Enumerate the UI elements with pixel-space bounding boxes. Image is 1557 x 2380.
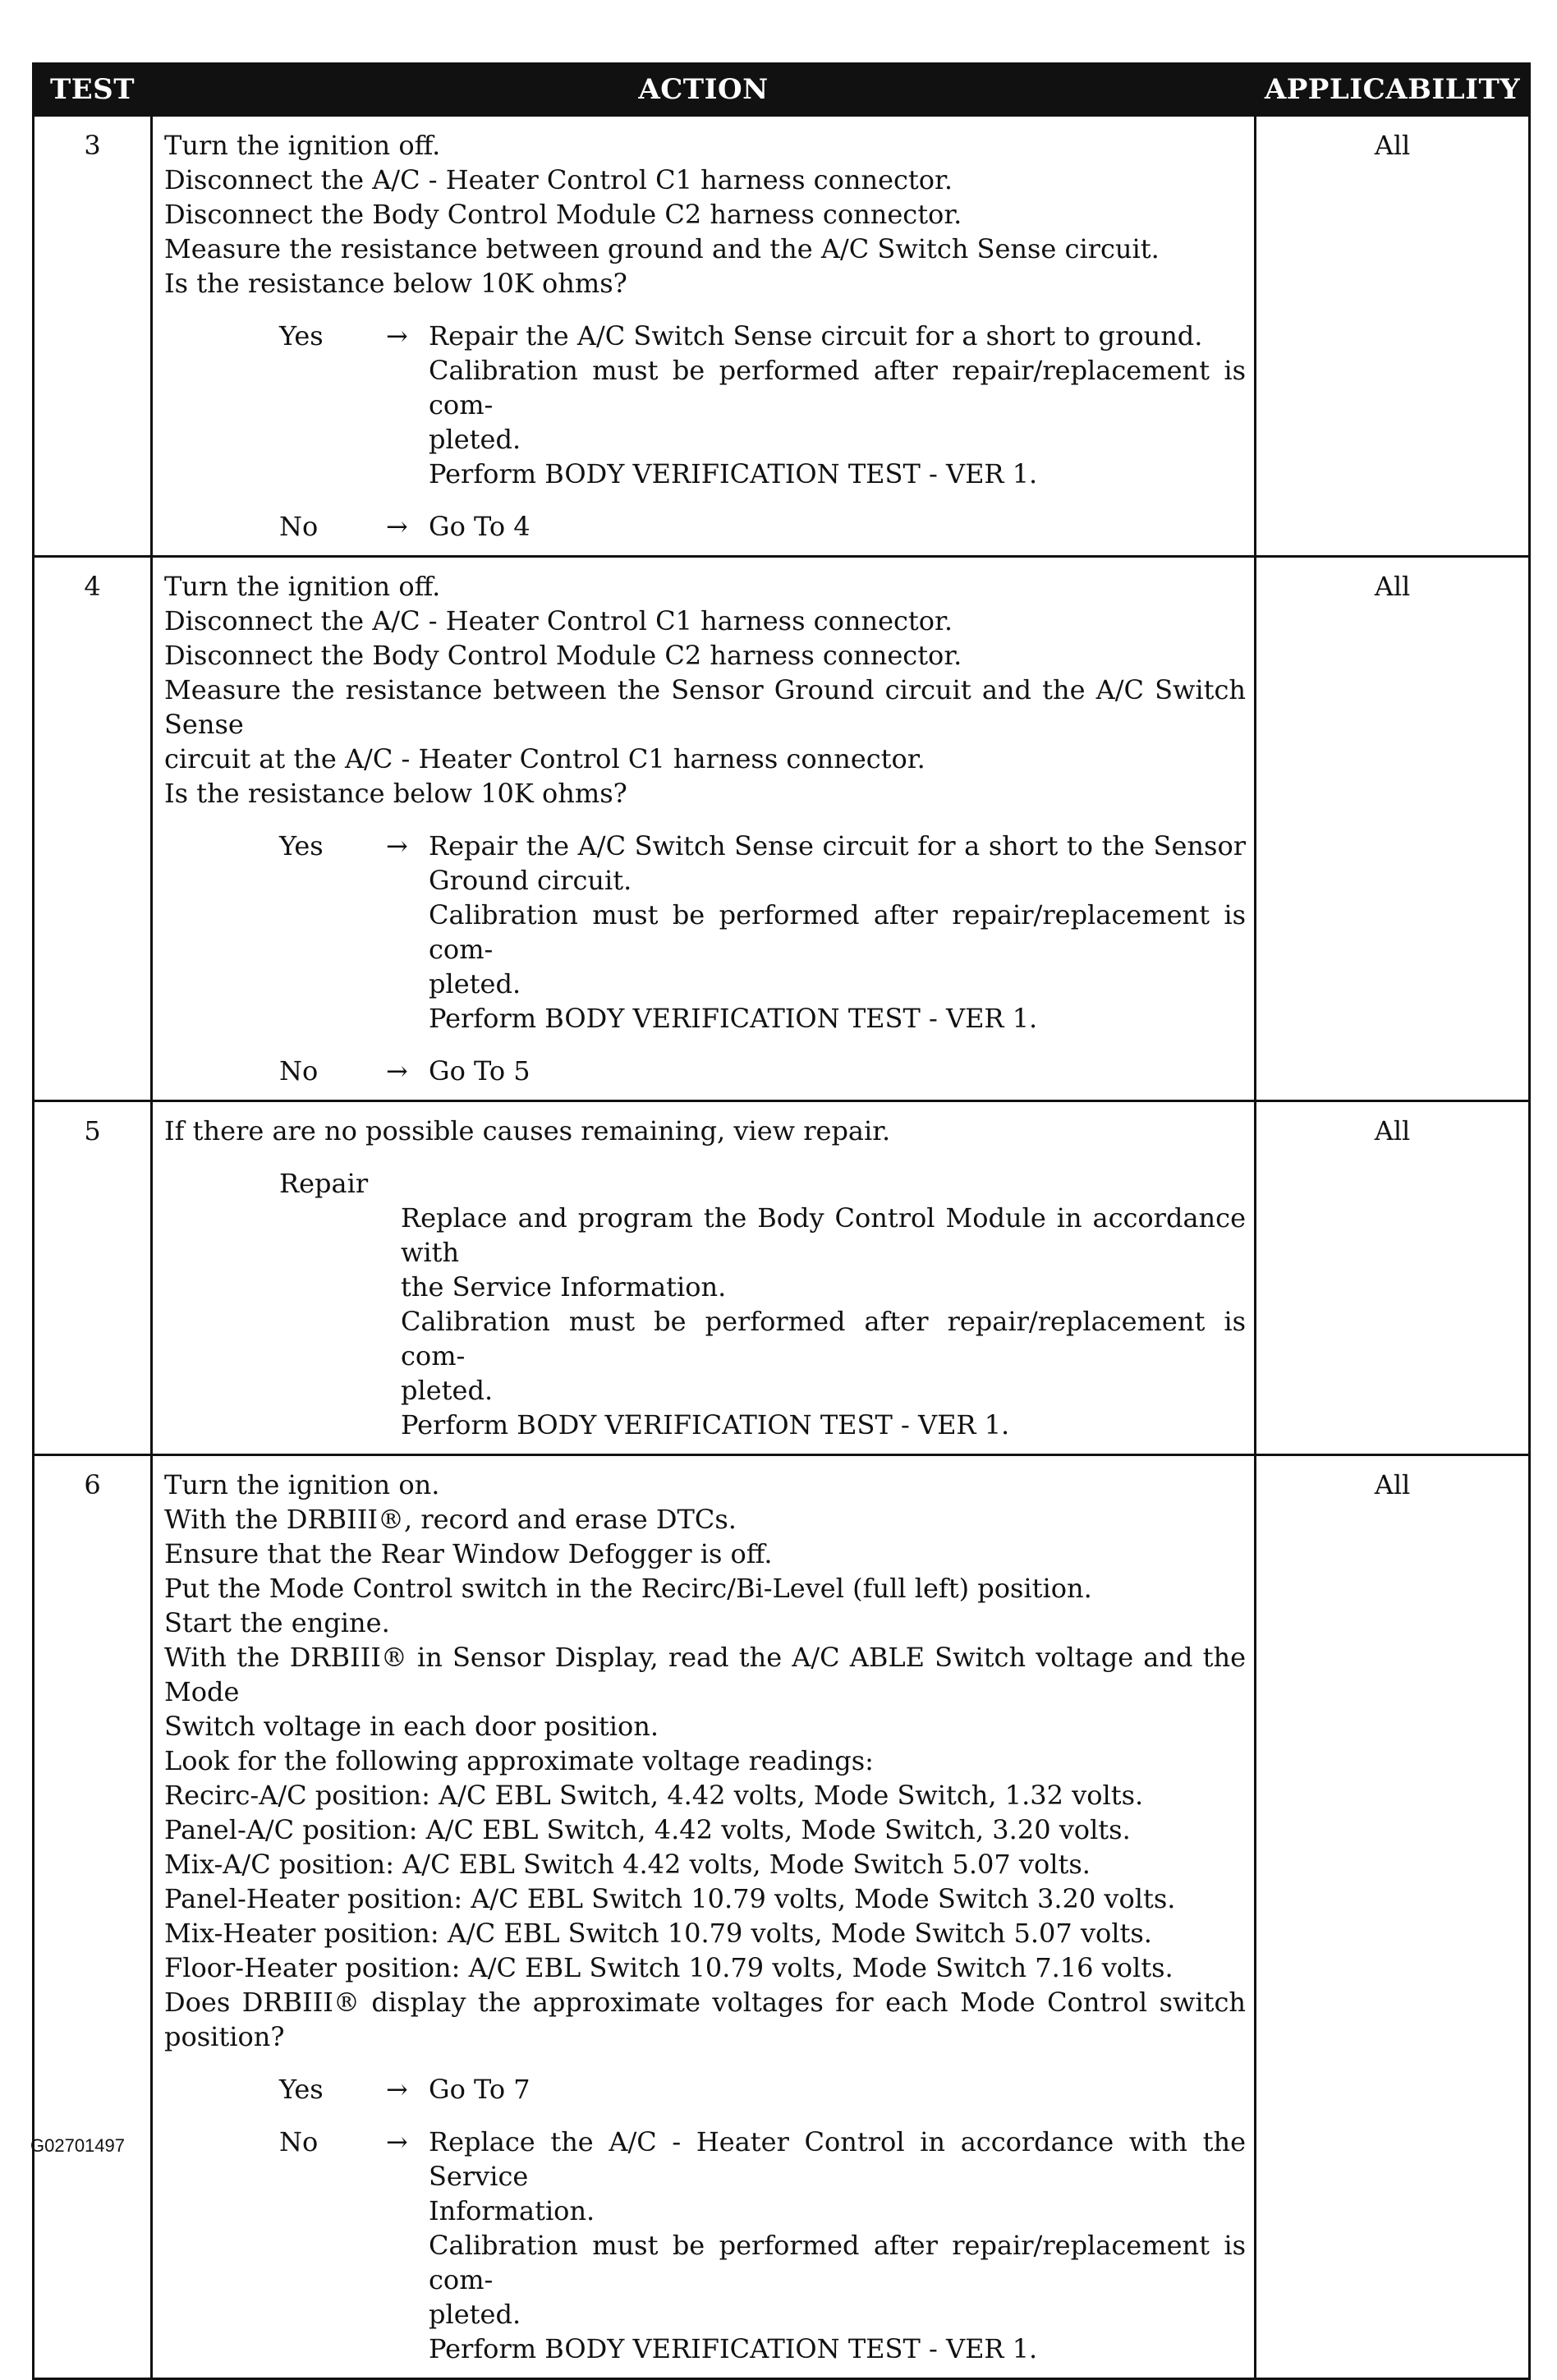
- repair-line: Replace and program the Body Control Module in accordance with: [401, 1202, 1246, 1268]
- result-line: Perform BODY VERIFICATION TEST - VER 1.: [429, 2333, 1038, 2364]
- action-line: Mix-Heater position: A/C EBL Switch 10.79 volts, Mode Switch 5.07 volts.: [164, 1918, 1152, 1949]
- repair-instructions: [164, 1201, 1246, 1442]
- action-line: With the DRBIII® in Sensor Display, read the A/C ABLE Switch voltage and the Mode: [164, 1642, 1246, 1707]
- action-line: Switch voltage in each door position.: [164, 1711, 659, 1742]
- action-line: Does DRBIII® display the approximate voltages for each Mode Control switch: [164, 1987, 1246, 2018]
- action-line: Floor-Heater position: A/C EBL Switch 10.79 volts, Mode Switch 7.16 volts.: [164, 1952, 1173, 1983]
- table-row: [34, 116, 1530, 557]
- result-line: Perform BODY VERIFICATION TEST - VER 1.: [429, 458, 1038, 489]
- right-arrow-icon: →: [386, 1055, 408, 1087]
- action-line: Disconnect the Body Control Module C2 harness connector.: [164, 640, 962, 671]
- repair-line: Perform BODY VERIFICATION TEST - VER 1.: [401, 1409, 1010, 1440]
- yes-response: [164, 2072, 1246, 2107]
- table-row: [34, 1455, 1530, 2379]
- result-line: Replace the A/C - Heater Control in accordance with the Service: [429, 2126, 1246, 2192]
- result-line: pleted.: [429, 968, 521, 999]
- result-line: Calibration must be performed after repair/replacement is com-: [429, 2230, 1246, 2295]
- result-line: Calibration must be performed after repair/replacement is com-: [429, 355, 1246, 420]
- diagnostic-test-table: [32, 62, 1531, 2380]
- no-label: No: [279, 1055, 319, 1087]
- right-arrow-icon: →: [386, 2126, 408, 2157]
- yes-label: Yes: [279, 830, 324, 861]
- result-line: pleted.: [429, 2299, 521, 2330]
- yes-result: [429, 2072, 1246, 2107]
- test-number: 3: [34, 116, 152, 557]
- action-line: Disconnect the A/C - Heater Control C1 harness connector.: [164, 605, 953, 636]
- applicability-value: All: [1256, 557, 1530, 1101]
- header-applicability: APPLICABILITY: [1256, 64, 1530, 116]
- header-action: ACTION: [152, 64, 1256, 116]
- repair-line: pleted.: [401, 1375, 494, 1406]
- action-line: circuit at the A/C - Heater Control C1 harness connector.: [164, 743, 925, 774]
- action-line: Measure the resistance between the Sensor Ground circuit and the A/C Switch Sense: [164, 674, 1246, 740]
- test-number: 5: [34, 1101, 152, 1455]
- no-result: [429, 509, 1246, 544]
- yes-label: Yes: [279, 320, 324, 351]
- action-line: With the DRBIII®, record and erase DTCs.: [164, 1504, 737, 1535]
- right-arrow-icon: →: [386, 830, 408, 861]
- no-result: [429, 2125, 1246, 2366]
- action-line: Ensure that the Rear Window Defogger is off.: [164, 1538, 773, 1569]
- no-result: [429, 1054, 1246, 1088]
- action-line: Is the resistance below 10K ohms?: [164, 268, 627, 299]
- action-line: If there are no possible causes remaining, view repair.: [164, 1115, 891, 1146]
- result-line: Information.: [429, 2195, 595, 2226]
- action-line: Recirc-A/C position: A/C EBL Switch, 4.42 volts, Mode Switch, 1.32 volts.: [164, 1780, 1144, 1811]
- action-line: Panel-A/C position: A/C EBL Switch, 4.42 volts, Mode Switch, 3.20 volts.: [164, 1814, 1131, 1845]
- applicability-value: All: [1256, 116, 1530, 557]
- no-response: [164, 1054, 1246, 1088]
- goto-text: Go To 7: [429, 2074, 530, 2105]
- action-line: Put the Mode Control switch in the Recirc/Bi-Level (full left) position.: [164, 1573, 1092, 1604]
- applicability-value: All: [1256, 1101, 1530, 1455]
- action-cell: [152, 557, 1256, 1101]
- action-line: Start the engine.: [164, 1607, 390, 1638]
- action-cell: [152, 1101, 1256, 1455]
- action-line: Is the resistance below 10K ohms?: [164, 778, 627, 809]
- no-label: No: [279, 2126, 319, 2157]
- action-line: Turn the ignition off.: [164, 130, 441, 161]
- result-line: Calibration must be performed after repair/replacement is com-: [429, 899, 1246, 965]
- repair-line: the Service Information.: [401, 1271, 727, 1303]
- right-arrow-icon: →: [386, 511, 408, 542]
- action-line: Disconnect the Body Control Module C2 harness connector.: [164, 199, 962, 230]
- goto-text: Go To 5: [429, 1055, 530, 1087]
- goto-text: Go To 4: [429, 511, 530, 542]
- action-line: Disconnect the A/C - Heater Control C1 harness connector.: [164, 164, 953, 195]
- figure-code: G02701497: [30, 2135, 125, 2156]
- no-response: [164, 509, 1246, 544]
- yes-result: [429, 319, 1246, 491]
- result-line: Perform BODY VERIFICATION TEST - VER 1.: [429, 1003, 1038, 1034]
- test-number: 4: [34, 557, 152, 1101]
- result-line: pleted.: [429, 424, 521, 455]
- table-row: [34, 557, 1530, 1101]
- right-arrow-icon: →: [386, 2074, 408, 2105]
- table-row: [34, 1101, 1530, 1455]
- action-cell: [152, 116, 1256, 557]
- yes-label: Yes: [279, 2074, 324, 2105]
- action-line: Panel-Heater position: A/C EBL Switch 10.79 volts, Mode Switch 3.20 volts.: [164, 1883, 1176, 1914]
- repair-line: Calibration must be performed after repair/replacement is com-: [401, 1306, 1246, 1371]
- action-line: Mix-A/C position: A/C EBL Switch 4.42 volts, Mode Switch 5.07 volts.: [164, 1849, 1091, 1880]
- yes-response: [164, 829, 1246, 1036]
- right-arrow-icon: →: [386, 320, 408, 351]
- result-line: Repair the A/C Switch Sense circuit for a short to the Sensor: [429, 830, 1246, 861]
- result-line: Ground circuit.: [429, 865, 632, 896]
- action-cell: [152, 1455, 1256, 2379]
- table-header-row: [34, 64, 1530, 116]
- result-line: Repair the A/C Switch Sense circuit for a short to ground.: [429, 320, 1203, 351]
- repair-label: Repair: [279, 1168, 369, 1199]
- no-label: No: [279, 511, 319, 542]
- action-line: Measure the resistance between ground and the A/C Switch Sense circuit.: [164, 233, 1160, 264]
- yes-response: [164, 319, 1246, 491]
- action-line: Turn the ignition on.: [164, 1469, 440, 1500]
- action-line: Look for the following approximate voltage readings:: [164, 1745, 874, 1776]
- header-test: TEST: [34, 64, 152, 116]
- applicability-value: All: [1256, 1455, 1530, 2379]
- yes-result: [429, 829, 1246, 1036]
- action-line: Turn the ignition off.: [164, 571, 441, 602]
- no-response: [164, 2125, 1246, 2366]
- action-line: position?: [164, 2021, 285, 2052]
- test-number: 6: [34, 1455, 152, 2379]
